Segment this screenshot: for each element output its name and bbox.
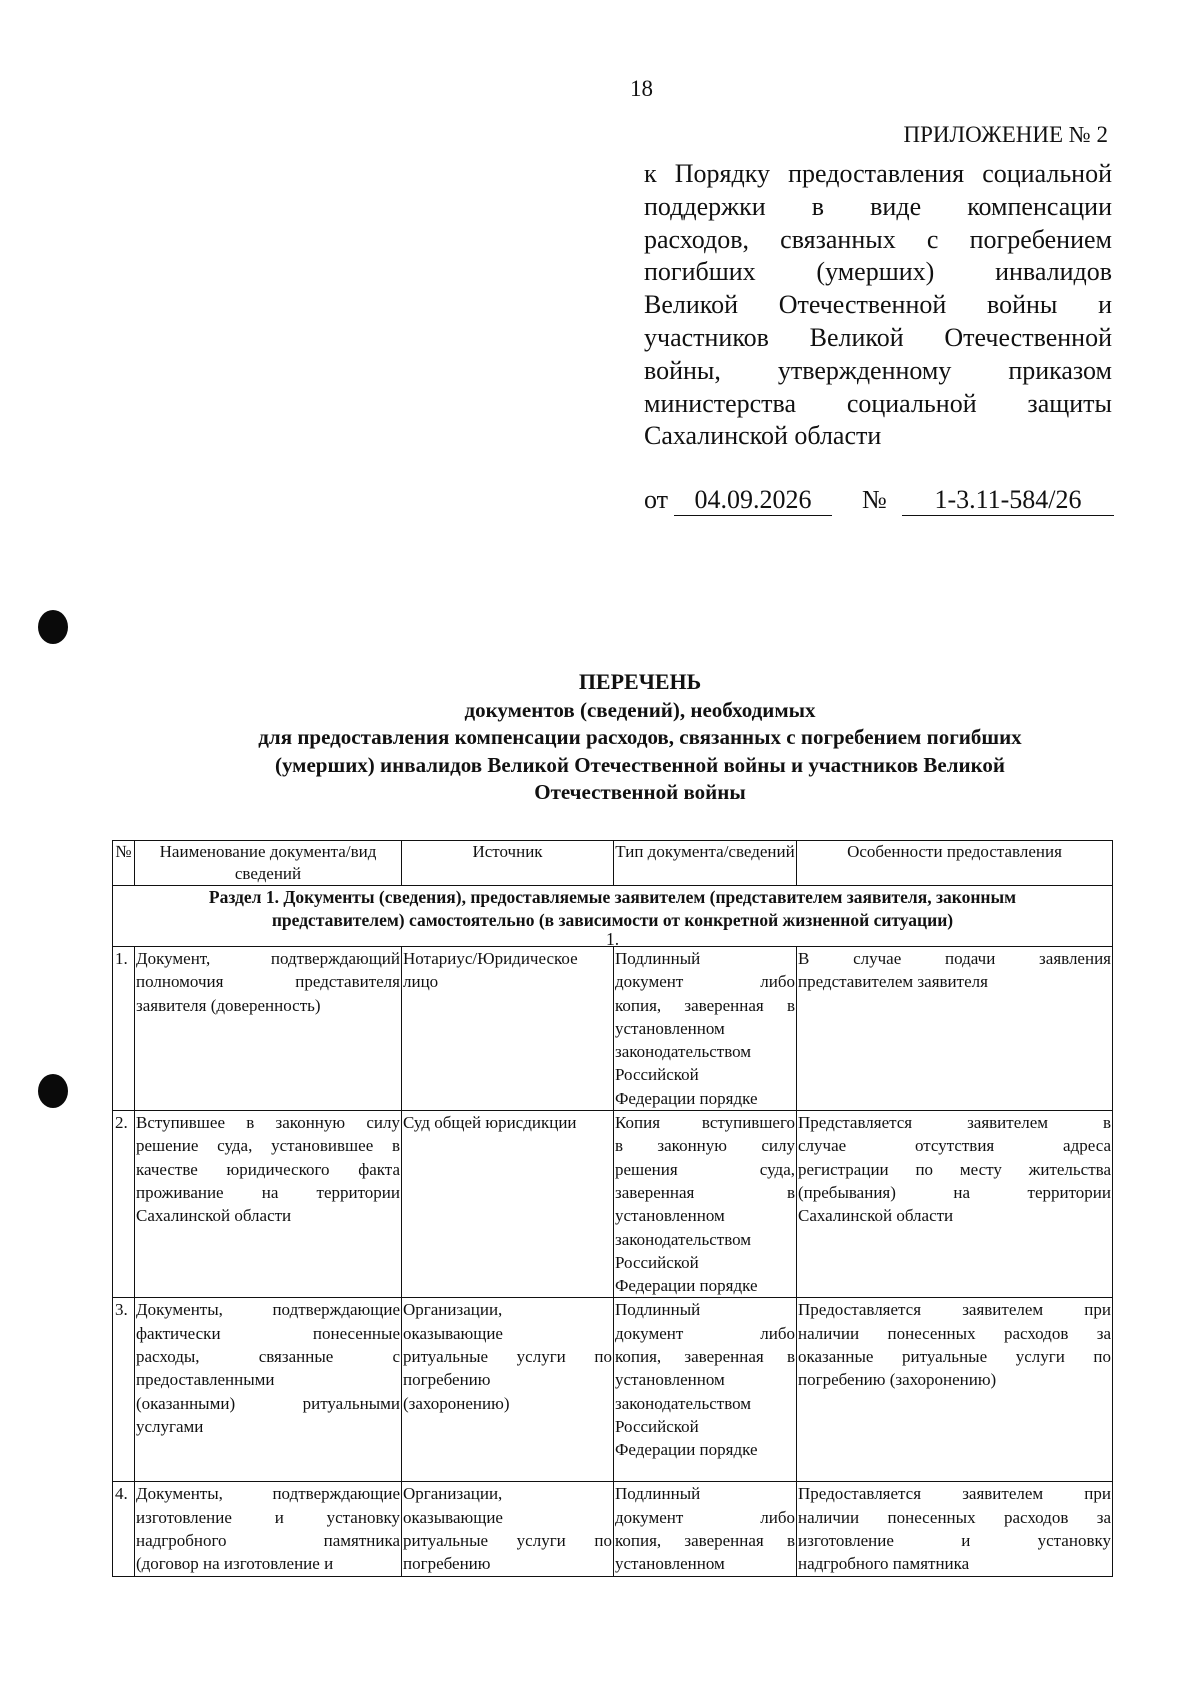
cell-type [614,1298,797,1482]
annex-reference [644,158,1112,453]
title-line: документов (сведений), необходимых [464,697,816,722]
cell-features [797,1111,1113,1298]
cell-name [135,1111,402,1298]
cell-line: Документ, подтверждающий [136,949,400,968]
cell-line: документ либо [615,972,795,992]
section-line: Раздел 1. Документы (сведения), предоставляемые заявителем (представителем заявителя, законным [208,887,1017,907]
cell-line: изготовление и установку [798,1531,1111,1551]
cell-line: Федерации порядке [615,1440,758,1460]
document-title [160,668,1120,807]
annex-line: Сахалинской области [644,421,882,451]
cell-line: полномочия представителя [136,972,400,992]
cell-line: законодательством [615,1042,752,1062]
cell-line: Федерации порядке [615,1088,758,1108]
table-header-row [113,841,1113,886]
cell-line: законодательством [615,1393,752,1413]
cell-line: Документы, подтверждающие [136,1484,400,1504]
cell-line: заверенная в [615,1182,795,1202]
cell-line: Суд общей юрисдикции [403,1113,577,1133]
cell-line: оказанные ритуальные услуги по [798,1347,1111,1367]
cell-line: Документы, подтверждающие [136,1300,400,1320]
annex-line: погибших (умерших) инвалидов [644,257,1112,287]
cell-line: погребению [403,1554,491,1574]
section-marker: 1. [605,929,620,949]
cell-line: Подлинный [615,949,701,968]
title-line: (умерших) инвалидов Великой Отечественной войны и участников Великой [274,752,1006,777]
cell-line: установленном [615,1370,725,1390]
cell-line: проживание на территории [136,1182,400,1202]
order-reference [644,485,1114,519]
header-features: Особенности предоставления [797,841,1113,886]
annex-line: к Порядку предоставления социальной [644,159,1112,188]
punch-hole-mark [38,610,68,644]
annex-line: министерства социальной защиты [644,388,1112,418]
cell-line: Нотариус/Юридическое [403,949,578,968]
annex-label: ПРИЛОЖЕНИЕ № 2 [903,122,1108,147]
cell-line: (захоронению) [403,1393,510,1413]
row-number: 4. [113,1482,135,1576]
cell-line: случае отсутствия адреса [798,1136,1111,1156]
cell-line: оказывающие [403,1507,503,1527]
section-line: представителем) самостоятельно (в зависимости от конкретной жизненной ситуации) [271,910,954,930]
cell-type [614,947,797,1111]
cell-line: погребению (захоронению) [798,1370,997,1390]
order-number: 1-3.11-584/26 [902,485,1114,516]
cell-source [402,947,614,1111]
cell-line: копия, заверенная в [615,1531,795,1551]
row-number: 1. [113,947,135,1111]
cell-features [797,947,1113,1111]
cell-line: (оказанными) ритуальными [136,1393,400,1413]
cell-line: Сахалинской области [136,1206,292,1226]
cell-line: законодательством [615,1229,752,1249]
cell-features [797,1482,1113,1576]
punch-hole-mark [38,1074,68,1108]
cell-features [797,1298,1113,1482]
cell-source [402,1111,614,1298]
cell-line: надгробного памятника [798,1554,970,1574]
cell-line: оказывающие [403,1323,503,1343]
row-number: 3. [113,1298,135,1482]
table-row [113,1298,1113,1482]
cell-line: Подлинный [615,1300,701,1320]
cell-line: копия, заверенная в [615,1347,795,1367]
cell-line: (пребывания) на территории [798,1182,1111,1202]
page-number: 18 [630,76,653,101]
cell-line: документ либо [615,1507,795,1527]
date-prefix: от [644,485,669,514]
cell-line: услугами [136,1416,204,1436]
cell-line: установленном [615,1554,725,1574]
section-heading [113,886,1113,947]
cell-line: качестве юридического факта [136,1159,400,1179]
table-row [113,1111,1113,1298]
cell-line: (договор на изготовление и [136,1554,334,1574]
cell-source [402,1298,614,1482]
cell-line: предоставленными [136,1370,275,1390]
cell-line: Российской [615,1065,699,1085]
cell-line: наличии понесенных расходов за [798,1323,1111,1343]
cell-type [614,1482,797,1576]
section-heading-row [113,886,1113,947]
cell-line: Российской [615,1252,699,1272]
cell-line: лицо [403,972,439,992]
cell-source [402,1482,614,1576]
cell-line: в законную силу [615,1136,795,1156]
cell-line: документ либо [615,1323,795,1343]
cell-type [614,1111,797,1298]
header-num: № [113,841,135,886]
annex-line: участников Великой Отечественной [644,322,1112,352]
cell-line: установленном [615,1018,725,1038]
table-row [113,947,1113,1111]
title-line: для предоставления компенсации расходов, связанных с погребением погибших [258,725,1022,749]
annex-line: поддержки в виде компенсации [644,191,1112,221]
cell-name [135,1482,402,1576]
cell-line: установленном [615,1206,725,1226]
cell-line: Представляется заявителем в [798,1113,1111,1133]
cell-line: погребению [403,1370,491,1390]
cell-line: расходы, связанные с [136,1347,400,1367]
annex-line: войны, утвержденному приказом [644,355,1112,385]
header-type: Тип документа/сведений [614,841,797,886]
cell-line: регистрации по месту жительства [798,1159,1111,1179]
annex-line: расходов, связанных с погребением [644,224,1112,254]
cell-line: Вступившее в законную силу [136,1113,400,1133]
cell-line: фактически понесенные [136,1323,400,1343]
title-line: Отечественной войны [534,780,746,804]
cell-line: копия, заверенная в [615,995,795,1015]
table-row [113,1482,1113,1576]
cell-line: Предоставляется заявителем при [798,1484,1111,1504]
cell-line: наличии понесенных расходов за [798,1507,1111,1527]
cell-line: Российской [615,1416,699,1436]
cell-line: Федерации порядке [615,1276,758,1296]
cell-name [135,1298,402,1482]
number-sign: № [862,485,887,514]
cell-line: ритуальные услуги по [403,1347,612,1367]
cell-line: заявителя (доверенность) [136,995,321,1015]
cell-line: Предоставляется заявителем при [798,1300,1111,1320]
cell-line: решение суда, установившее в [136,1136,400,1156]
order-date: 04.09.2026 [674,485,832,516]
cell-line: Сахалинской области [798,1206,954,1226]
header-name: Наименование документа/вид сведений [135,841,402,886]
row-number: 2. [113,1111,135,1298]
cell-line: Копия вступившего [615,1113,795,1133]
cell-line: В случае подачи заявления [798,949,1111,968]
cell-line: Подлинный [615,1484,701,1504]
cell-line: Организации, [403,1300,503,1320]
cell-line: решения суда, [615,1159,795,1179]
cell-line: Организации, [403,1484,503,1504]
header-source: Источник [402,841,614,886]
cell-line: надгробного памятника [136,1531,400,1551]
cell-name [135,947,402,1111]
cell-line: представителем заявителя [798,972,988,992]
annex-line: Великой Отечественной войны и [644,290,1112,320]
documents-table [112,840,1113,1577]
cell-line: изготовление и установку [136,1507,400,1527]
cell-line: ритуальные услуги по [403,1531,612,1551]
title-main: ПЕРЕЧЕНЬ [578,669,702,694]
